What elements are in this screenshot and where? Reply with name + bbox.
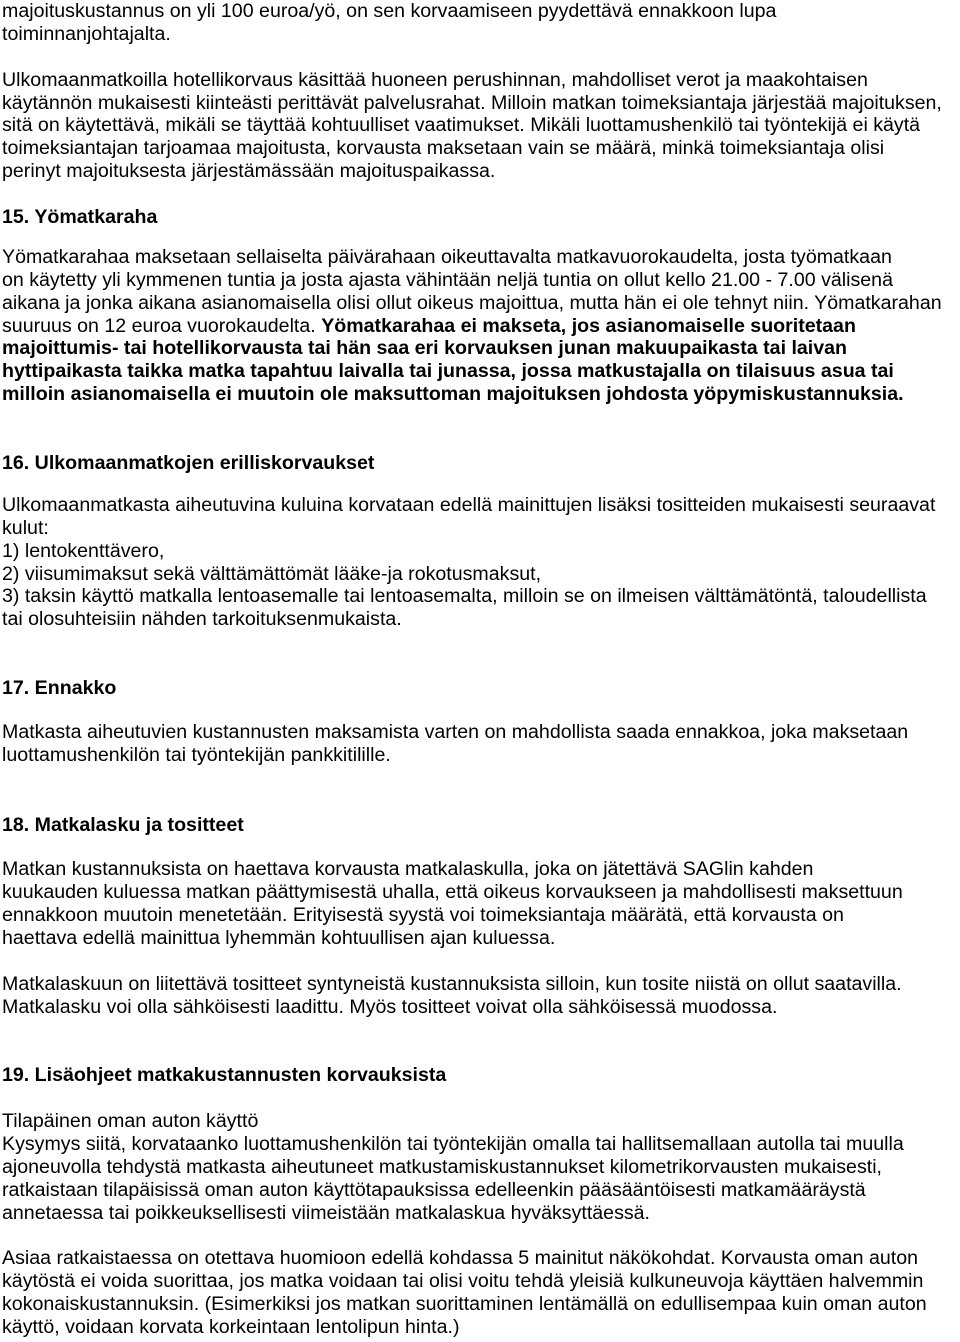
text-line: Matkan kustannuksista on haettava korvausta matkalaskulla, joka on jätettävä SAGlin kahden bbox=[2, 858, 814, 881]
text-line: Kysymys siitä, korvataanko luottamushenkilön tai työntekijän omalla tai hallitsemallaan autolla tai muulla bbox=[2, 1133, 904, 1156]
text-line: kokonaiskustannuksin. (Esimerkiksi jos matkan suorittaminen lentämällä on edullisempaa kuin oman auton bbox=[2, 1293, 927, 1316]
paragraph-section-19-a bbox=[2, 1110, 960, 1224]
text-line: majoituskustannus on yli 100 euroa/yö, on sen korvaamiseen pyydettävä ennakkoon lupa bbox=[2, 0, 777, 22]
section-heading-19: 19. Lisäohjeet matkakustannusten korvauksista bbox=[2, 1064, 447, 1087]
text-line: toiminnanjohtajalta. bbox=[2, 22, 171, 45]
text-line: kulut: bbox=[2, 516, 49, 539]
text-line: Ulkomaanmatkasta aiheutuvina kuluina korvataan edellä mainittujen lisäksi tositteiden mukaisesti seuraavat bbox=[2, 493, 936, 516]
list-item: 3) taksin käyttö matkalla lentoasemalle tai lentoasemalta, milloin se on ilmeisen välttämätöntä, taloudellista bbox=[2, 585, 927, 608]
text-line: ennakkoon muutoin menetetään. Erityisestä syystä voi toimeksiantaja määrätä, että korvausta on bbox=[2, 904, 844, 927]
paragraph-section-17 bbox=[2, 721, 960, 767]
text-line bbox=[2, 315, 960, 338]
bold-text-line: hyttipaikasta taikka matka tapahtuu laivalla tai junassa, jossa matkustajalla on tilaisuus asua tai bbox=[2, 360, 894, 383]
list-item: 2) viisumimaksut sekä välttämättömät lääke-ja rokotusmaksut, bbox=[2, 562, 542, 585]
paragraph-section-15 bbox=[2, 246, 960, 406]
text-line: Matkalasku voi olla sähköisesti laadittu. Myös tositteet voivat olla sähköisessä muodossa. bbox=[2, 995, 778, 1018]
text-line: käytännön mukaisesti kiinteästi perittävät palvelusrahat. Milloin matkan toimeksiantaja järjestää majoituksen, bbox=[2, 91, 942, 114]
paragraph-section-16 bbox=[2, 494, 960, 631]
text-line: aikana ja jonka aikana asianomaisella olisi ollut oikeus majoittua, mutta hän ei ole tehnyt niin. Yömatkarahan bbox=[2, 291, 942, 314]
text-line: Matkasta aiheutuvien kustannusten maksamista varten on mahdollista saada ennakkoa, joka maksetaan bbox=[2, 720, 909, 743]
paragraph-hotel-abroad bbox=[2, 69, 960, 183]
subheading: Tilapäinen oman auton käyttö bbox=[2, 1110, 259, 1133]
text-segment: suuruus on 12 euroa vuorokaudelta. bbox=[2, 314, 316, 337]
paragraph-section-19-b bbox=[2, 1247, 960, 1339]
section-heading-16: 16. Ulkomaanmatkojen erilliskorvaukset bbox=[2, 451, 375, 474]
text-line: Matkalaskuun on liitettävä tositteet syntyneistä kustannuksista silloin, kun tosite niistä on ollut saatavilla. bbox=[2, 972, 902, 995]
text-line: käytöstä ei voida suorittaa, jos matka voidaan tai olisi voitu tehdä yleisiä kulkuneuvoja käyttäen halvemmin bbox=[2, 1270, 924, 1293]
text-line: tai olosuhteisiin nähden tarkoituksenmukaista. bbox=[2, 608, 402, 631]
text-line: ajoneuvolla tehdystä matkasta aiheutuneet matkustamiskustannukset kilometrikorvausten mukaisesti, bbox=[2, 1155, 882, 1178]
text-line: annetaessa tai poikkeuksellisesti viimeistään matkalaskua hyväksyttäessä. bbox=[2, 1201, 651, 1224]
section-heading-15: 15. Yömatkaraha bbox=[2, 206, 158, 229]
list-item: 1) lentokenttävero, bbox=[2, 539, 165, 562]
text-line: kuukauden kuluessa matkan päättymisestä uhalla, että oikeus korvaukseen ja mahdollisesti maksettuun bbox=[2, 881, 903, 904]
text-line: perinyt majoituksesta järjestämässään majoituspaikassa. bbox=[2, 160, 496, 183]
paragraph-intro bbox=[2, 0, 960, 46]
text-line: on käytetty yli kymmenen tuntia ja josta ajasta vähintään neljä tuntia on ollut kello 21.00 - 7.00 välisenä bbox=[2, 268, 893, 291]
bold-text-segment: Yömatkarahaa ei makseta, jos asianomaiselle suoritetaan bbox=[321, 314, 856, 337]
text-line: toimeksiantajan tarjoamaa majoitusta, korvausta maksetaan vain se määrä, minkä toimeksiantaja olisi bbox=[2, 137, 885, 160]
text-line: Ulkomaanmatkoilla hotellikorvaus käsittää huoneen perushinnan, mahdolliset verot ja maakohtaisen bbox=[2, 68, 868, 91]
text-line: ratkaistaan tilapäisissä oman auton käyttötapauksissa edelleenkin pääsääntöisesti matkamääräystä bbox=[2, 1178, 866, 1201]
text-line: käyttö, voidaan korvata korkeintaan lentolipun hinta.) bbox=[2, 1316, 460, 1339]
paragraph-section-18-b bbox=[2, 973, 960, 1019]
bold-text-line: milloin asianomaisella ei muutoin ole maksuttoman majoituksen johdosta yöpymiskustannuksia. bbox=[2, 383, 904, 406]
text-line: Asiaa ratkaistaessa on otettava huomioon edellä kohdassa 5 mainitut näkökohdat. Korvausta oman auton bbox=[2, 1247, 919, 1270]
text-line: luottamushenkilön tai työntekijän pankkitilille. bbox=[2, 743, 391, 766]
bold-text-line: majoittumis- tai hotellikorvausta tai hän saa eri korvauksen junan makuupaikasta tai laivan bbox=[2, 337, 847, 360]
paragraph-section-18-a bbox=[2, 858, 960, 950]
text-line: sitä on käytettävä, mikäli se täyttää kohtuulliset vaatimukset. Mikäli luottamushenkilö tai työntekijä ei käytä bbox=[2, 114, 921, 137]
text-line: haettava edellä mainittua lyhemmän kohtuullisen ajan kuluessa. bbox=[2, 927, 556, 949]
text-line: Yömatkarahaa maksetaan sellaiselta päivärahaan oikeuttavalta matkavuorokaudelta, josta työmatkaan bbox=[2, 245, 892, 268]
section-heading-17: 17. Ennakko bbox=[2, 676, 117, 699]
section-heading-18: 18. Matkalasku ja tositteet bbox=[2, 814, 244, 837]
